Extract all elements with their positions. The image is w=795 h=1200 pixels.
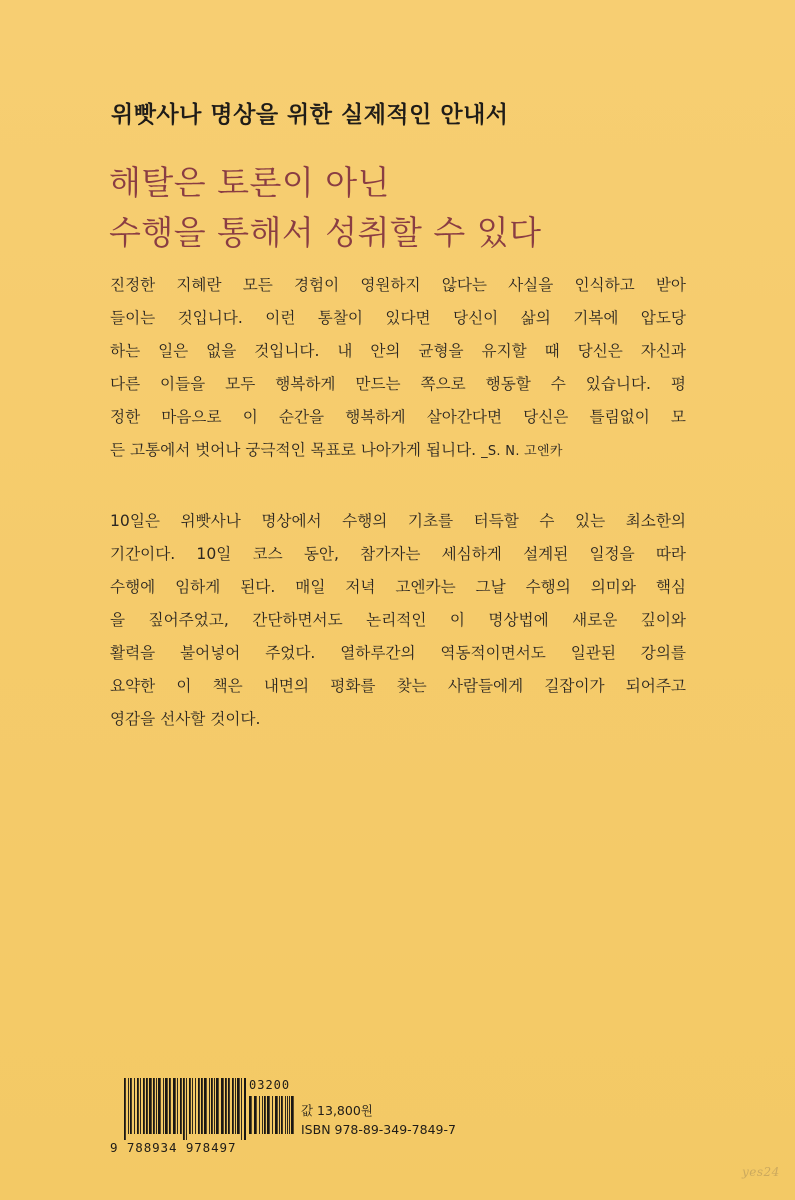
quote-line: 들이는 것입니다. 이런 통찰이 있다면 당신이 삶의 기복에 압도당	[110, 309, 686, 327]
barcode-bar	[156, 1078, 157, 1134]
barcode-bar	[249, 1096, 252, 1134]
description-line: 영감을 선사할 것이다.	[110, 710, 261, 728]
barcode-bar	[143, 1078, 145, 1134]
barcode-bar	[254, 1096, 257, 1134]
headline	[109, 158, 542, 258]
barcode-bar	[158, 1078, 161, 1134]
price-label: 값 13,800원	[301, 1103, 373, 1118]
barcode-bar	[134, 1078, 135, 1134]
barcode-bar	[289, 1096, 290, 1134]
barcode-bar	[198, 1078, 200, 1134]
quote-last-line	[110, 434, 686, 468]
quote-author: _S. N. 고엔카	[481, 444, 563, 459]
barcode-bar	[124, 1078, 126, 1140]
description-line: 활력을 불어넣어 주었다. 열하루간의 역동적이면서도 일관된 강의를	[110, 644, 686, 662]
quote-line: 든 고통에서 벗어나 궁극적인 목표로 나아가게 됩니다.	[110, 441, 477, 459]
barcode-bar	[163, 1078, 164, 1134]
barcode-bar	[204, 1078, 207, 1134]
quote-line: 정한 마음으로 이 순간을 행복하게 살아간다면 당신은 틀림없이 모	[110, 408, 686, 426]
barcode-bar	[281, 1096, 283, 1134]
addon-number: 03200	[249, 1078, 291, 1092]
barcode-bar	[241, 1078, 242, 1140]
barcode-bar	[259, 1096, 260, 1134]
headline-line-2: 수행을 통해서 성취할 수 있다	[109, 213, 542, 252]
barcode-bar	[183, 1078, 185, 1140]
description-paragraph	[110, 505, 686, 736]
description-line: 을 짚어주었고, 간단하면서도 논리적인 이 명상법에 새로운 깊이와	[110, 611, 686, 629]
barcode-bar	[153, 1078, 155, 1134]
barcode-bar	[225, 1078, 227, 1134]
barcode-bar	[291, 1096, 294, 1134]
quote-line: 하는 일은 없을 것입니다. 내 안의 균형을 유지할 때 당신은 자신과	[110, 342, 686, 360]
barcode-bar	[264, 1096, 266, 1134]
barcode-bar	[189, 1078, 191, 1134]
barcode-bar	[177, 1078, 178, 1134]
description-line: 10일은 위빳사나 명상에서 수행의 기초를 터득할 수 있는 최소한의	[110, 512, 686, 530]
barcode-bar	[262, 1096, 263, 1134]
addon-barcode-bars	[249, 1096, 295, 1140]
isbn-barcode	[110, 1078, 292, 1158]
barcode-bar	[279, 1096, 280, 1134]
isbn-label: ISBN 978-89-349-7849-7	[301, 1122, 456, 1137]
barcode-bar	[149, 1078, 152, 1134]
description-line: 요약한 이 책은 내면의 평화를 찾는 사람들에게 길잡이가 되어주고	[110, 677, 686, 695]
barcode-bar	[232, 1078, 234, 1134]
barcode-bar	[186, 1078, 187, 1140]
description-line: 기간이다. 10일 코스 동안, 참가자는 세심하게 설계된 일정을 따라	[110, 545, 686, 563]
barcode-bar	[201, 1078, 203, 1134]
barcode-bar	[267, 1096, 270, 1134]
barcode-bar	[140, 1078, 141, 1134]
barcode-bar	[287, 1096, 288, 1134]
description-line: 수행에 임하게 된다. 매일 저녁 고엔카는 그날 수행의 의미와 핵심	[110, 578, 686, 596]
barcode-bar	[195, 1078, 196, 1134]
barcode-bar	[285, 1096, 286, 1134]
barcode-bar	[272, 1096, 273, 1134]
barcode-bar	[228, 1078, 230, 1134]
barcode-bar	[244, 1078, 246, 1140]
quote-line: 진정한 지혜란 모든 경험이 영원하지 않다는 사실을 인식하고 받아	[110, 276, 686, 294]
barcode-bar	[216, 1078, 219, 1134]
barcode-bar	[237, 1078, 240, 1134]
barcode-bar	[169, 1078, 171, 1134]
quote-paragraph	[110, 269, 686, 468]
barcode-bar	[221, 1078, 224, 1134]
barcode-bar	[137, 1078, 139, 1134]
quote-line: 다른 이들을 모두 행복하게 만드는 쪽으로 행동할 수 있습니다. 평	[110, 375, 686, 393]
barcode-bar	[180, 1078, 182, 1134]
barcode-bar	[146, 1078, 148, 1134]
book-subtitle: 위빳사나 명상을 위한 실제적인 안내서	[111, 102, 509, 128]
barcode-bar	[235, 1078, 236, 1134]
barcode-bar	[211, 1078, 213, 1134]
ean-barcode-bars	[124, 1078, 246, 1140]
headline-line-1: 해탈은 토론이 아닌	[109, 163, 391, 202]
barcode-bar	[130, 1078, 132, 1134]
barcode-bar	[209, 1078, 210, 1134]
barcode-bar	[192, 1078, 193, 1134]
ean-digits: 9 788934 978497	[110, 1140, 237, 1155]
barcode-bar	[165, 1078, 168, 1134]
barcode-bar	[214, 1078, 215, 1134]
barcode-bar	[173, 1078, 176, 1134]
barcode-bar	[275, 1096, 278, 1134]
price-block	[301, 1101, 456, 1139]
barcode-bar	[128, 1078, 129, 1134]
watermark-stamp: yes24	[742, 1165, 780, 1179]
